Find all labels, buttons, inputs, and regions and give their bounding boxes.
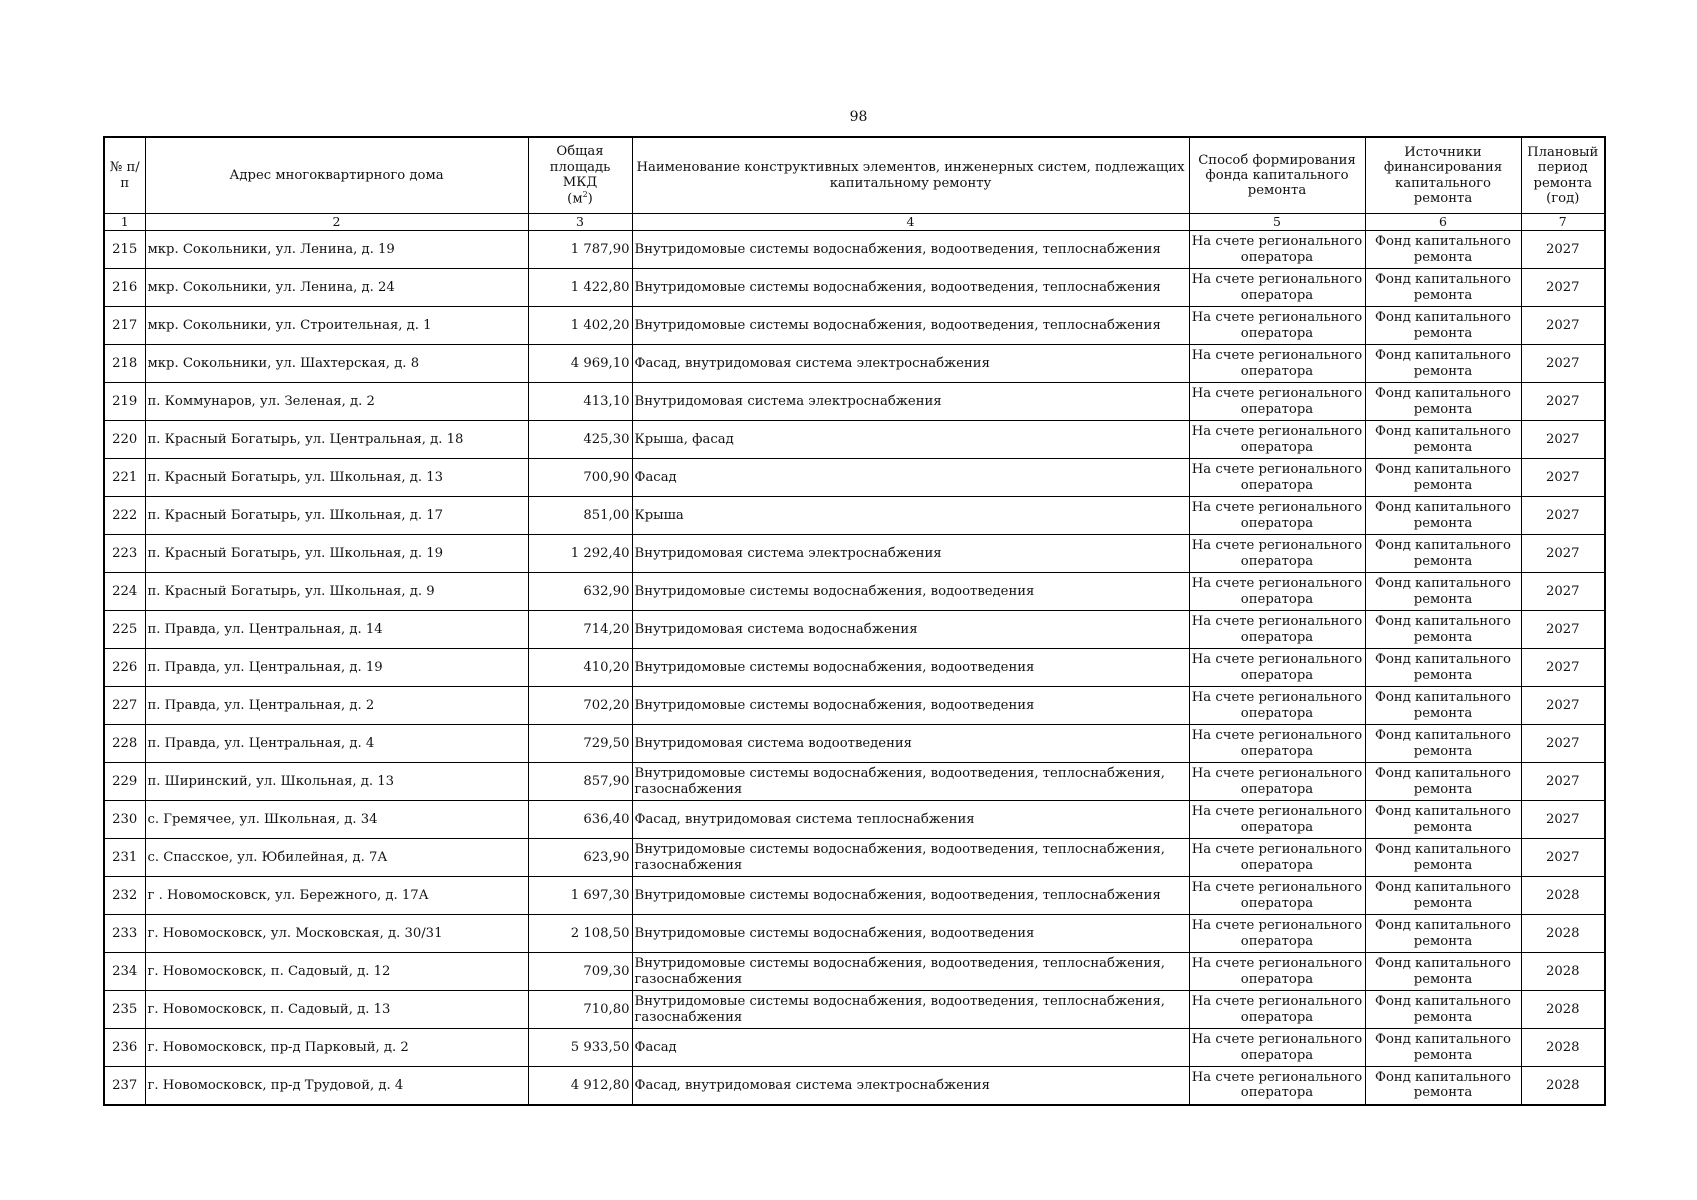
row-funding-method: На счете регионального оператора [1189,535,1365,573]
row-address: г. Новомосковск, ул. Московская, д. 30/31 [145,915,528,953]
row-number: 221 [104,459,145,497]
column-number: 7 [1521,214,1605,231]
table-row [104,649,1605,687]
row-funding-source: Фонд капитального ремонта [1365,839,1521,877]
row-number: 236 [104,1029,145,1067]
row-number: 215 [104,231,145,269]
row-area: 710,80 [528,991,632,1029]
row-number: 233 [104,915,145,953]
row-number: 231 [104,839,145,877]
row-number: 227 [104,687,145,725]
table-row [104,839,1605,877]
header-area-unit: (м [567,191,583,207]
row-number: 223 [104,535,145,573]
row-address: г. Новомосковск, п. Садовый, д. 13 [145,991,528,1029]
row-elements: Внутридомовые системы водоснабжения, водоотведения [632,687,1189,725]
row-address: г. Новомосковск, пр-д Трудовой, д. 4 [145,1067,528,1105]
row-elements: Внутридомовые системы водоснабжения, водоотведения [632,649,1189,687]
row-number: 218 [104,345,145,383]
row-number: 216 [104,269,145,307]
header-row [104,137,1605,214]
row-elements: Внутридомовые системы водоснабжения, водоотведения, теплоснабжения, газоснабжения [632,763,1189,801]
row-period: 2027 [1521,231,1605,269]
row-period: 2028 [1521,953,1605,991]
row-funding-method: На счете регионального оператора [1189,839,1365,877]
row-elements: Фасад [632,459,1189,497]
header-elements: Наименование конструктивных элементов, инженерных систем, подлежащих капитальному ремонту [632,137,1189,214]
row-area: 714,20 [528,611,632,649]
row-funding-source: Фонд капитального ремонта [1365,991,1521,1029]
row-funding-method: На счете регионального оператора [1189,345,1365,383]
row-funding-method: На счете регионального оператора [1189,991,1365,1029]
page-number: 98 [849,109,868,125]
table-body [104,231,1605,1105]
row-area: 1 292,40 [528,535,632,573]
row-area: 1 402,20 [528,307,632,345]
row-address: п. Красный Богатырь, ул. Школьная, д. 17 [145,497,528,535]
row-address: с. Спасское, ул. Юбилейная, д. 7А [145,839,528,877]
row-elements: Крыша, фасад [632,421,1189,459]
row-period: 2027 [1521,725,1605,763]
row-funding-source: Фонд капитального ремонта [1365,687,1521,725]
row-funding-method: На счете регионального оператора [1189,877,1365,915]
row-funding-source: Фонд капитального ремонта [1365,801,1521,839]
row-funding-method: На счете регионального оператора [1189,421,1365,459]
repair-registry-table [103,136,1606,1106]
column-number: 3 [528,214,632,231]
row-address: п. Ширинский, ул. Школьная, д. 13 [145,763,528,801]
row-period: 2027 [1521,421,1605,459]
header-period: Плановый период ремонта (год) [1521,137,1605,214]
row-period: 2027 [1521,383,1605,421]
row-period: 2028 [1521,915,1605,953]
row-number: 222 [104,497,145,535]
row-funding-source: Фонд капитального ремонта [1365,269,1521,307]
row-address: п. Правда, ул. Центральная, д. 14 [145,611,528,649]
row-elements: Внутридомовые системы водоснабжения, водоотведения, теплоснабжения [632,877,1189,915]
row-address: п. Красный Богатырь, ул. Школьная, д. 13 [145,459,528,497]
row-funding-source: Фонд капитального ремонта [1365,535,1521,573]
row-number: 219 [104,383,145,421]
row-period: 2027 [1521,459,1605,497]
column-number: 6 [1365,214,1521,231]
row-elements: Внутридомовые системы водоснабжения, водоотведения, теплоснабжения [632,269,1189,307]
row-area: 1 787,90 [528,231,632,269]
table-row [104,459,1605,497]
row-funding-source: Фонд капитального ремонта [1365,1029,1521,1067]
row-period: 2028 [1521,1067,1605,1105]
table-row [104,763,1605,801]
row-number: 220 [104,421,145,459]
header-method: Способ формирования фонда капитального ремонта [1189,137,1365,214]
row-period: 2027 [1521,611,1605,649]
row-funding-method: На счете регионального оператора [1189,801,1365,839]
table-row [104,421,1605,459]
row-area: 1 697,30 [528,877,632,915]
row-funding-method: На счете регионального оператора [1189,459,1365,497]
row-funding-source: Фонд капитального ремонта [1365,763,1521,801]
row-elements: Внутридомовая система электроснабжения [632,535,1189,573]
row-area: 857,90 [528,763,632,801]
row-number: 228 [104,725,145,763]
row-funding-method: На счете регионального оператора [1189,1067,1365,1105]
row-address: п. Правда, ул. Центральная, д. 19 [145,649,528,687]
row-address: мкр. Сокольники, ул. Ленина, д. 24 [145,269,528,307]
row-period: 2027 [1521,269,1605,307]
row-elements: Внутридомовые системы водоснабжения, водоотведения, теплоснабжения [632,307,1189,345]
column-number: 2 [145,214,528,231]
row-number: 234 [104,953,145,991]
row-area: 729,50 [528,725,632,763]
row-funding-source: Фонд капитального ремонта [1365,307,1521,345]
row-funding-method: На счете регионального оператора [1189,687,1365,725]
table-row [104,307,1605,345]
row-funding-source: Фонд капитального ремонта [1365,953,1521,991]
row-funding-method: На счете регионального оператора [1189,611,1365,649]
row-address: мкр. Сокольники, ул. Строительная, д. 1 [145,307,528,345]
table-row [104,915,1605,953]
row-period: 2027 [1521,649,1605,687]
header-source: Источники финансирования капитального ремонта [1365,137,1521,214]
table-row [104,801,1605,839]
header-area [528,137,632,214]
row-funding-method: На счете регионального оператора [1189,915,1365,953]
column-number: 5 [1189,214,1365,231]
row-period: 2028 [1521,991,1605,1029]
row-elements: Фасад, внутридомовая система теплоснабжения [632,801,1189,839]
row-number: 237 [104,1067,145,1105]
row-elements: Крыша [632,497,1189,535]
row-area: 425,30 [528,421,632,459]
row-address: с. Гремячее, ул. Школьная, д. 34 [145,801,528,839]
row-address: п. Красный Богатырь, ул. Школьная, д. 9 [145,573,528,611]
row-address: мкр. Сокольники, ул. Ленина, д. 19 [145,231,528,269]
row-funding-source: Фонд капитального ремонта [1365,421,1521,459]
header-address: Адрес многоквартирного дома [145,137,528,214]
row-funding-method: На счете регионального оператора [1189,953,1365,991]
row-funding-method: На счете регионального оператора [1189,725,1365,763]
row-number: 217 [104,307,145,345]
row-area: 636,40 [528,801,632,839]
row-address: г. Новомосковск, пр-д Парковый, д. 2 [145,1029,528,1067]
row-area: 709,30 [528,953,632,991]
row-elements: Внутридомовая система водоснабжения [632,611,1189,649]
row-area: 413,10 [528,383,632,421]
row-funding-method: На счете регионального оператора [1189,573,1365,611]
row-period: 2027 [1521,763,1605,801]
row-area: 851,00 [528,497,632,535]
row-period: 2027 [1521,687,1605,725]
row-elements: Внутридомовые системы водоснабжения, водоотведения, теплоснабжения, газоснабжения [632,839,1189,877]
row-funding-source: Фонд капитального ремонта [1365,915,1521,953]
row-funding-method: На счете регионального оператора [1189,763,1365,801]
row-number: 235 [104,991,145,1029]
column-number: 1 [104,214,145,231]
table-row [104,497,1605,535]
row-funding-source: Фонд капитального ремонта [1365,497,1521,535]
row-funding-method: На счете регионального оператора [1189,231,1365,269]
row-address: г. Новомосковск, п. Садовый, д. 12 [145,953,528,991]
row-funding-method: На счете регионального оператора [1189,383,1365,421]
row-area: 632,90 [528,573,632,611]
row-funding-source: Фонд капитального ремонта [1365,649,1521,687]
table-row [104,687,1605,725]
table-header [104,137,1605,231]
table-row [104,383,1605,421]
table-row [104,1067,1605,1105]
row-period: 2027 [1521,573,1605,611]
row-period: 2027 [1521,801,1605,839]
row-elements: Внутридомовые системы водоснабжения, водоотведения, теплоснабжения, газоснабжения [632,991,1189,1029]
row-elements: Фасад, внутридомовая система электроснабжения [632,1067,1189,1105]
row-area: 1 422,80 [528,269,632,307]
row-funding-method: На счете регионального оператора [1189,269,1365,307]
row-period: 2028 [1521,877,1605,915]
table-row [104,231,1605,269]
row-area: 410,20 [528,649,632,687]
row-funding-source: Фонд капитального ремонта [1365,1067,1521,1105]
column-number-row [104,214,1605,231]
header-area-label: Общая площадь МКД [549,144,611,190]
row-funding-source: Фонд капитального ремонта [1365,345,1521,383]
table-row [104,269,1605,307]
row-number: 230 [104,801,145,839]
row-number: 224 [104,573,145,611]
row-period: 2027 [1521,839,1605,877]
row-period: 2027 [1521,307,1605,345]
table-row [104,725,1605,763]
row-funding-method: На счете регионального оператора [1189,307,1365,345]
row-period: 2027 [1521,345,1605,383]
row-funding-source: Фонд капитального ремонта [1365,383,1521,421]
row-funding-source: Фонд капитального ремонта [1365,877,1521,915]
table-row [104,991,1605,1029]
row-address: п. Правда, ул. Центральная, д. 4 [145,725,528,763]
header-num: № п/п [104,137,145,214]
row-funding-source: Фонд капитального ремонта [1365,573,1521,611]
row-funding-source: Фонд капитального ремонта [1365,725,1521,763]
row-address: п. Коммунаров, ул. Зеленая, д. 2 [145,383,528,421]
row-funding-method: На счете регионального оператора [1189,497,1365,535]
row-elements: Внутридомовые системы водоснабжения, водоотведения, теплоснабжения [632,231,1189,269]
row-area: 4 969,10 [528,345,632,383]
row-area: 702,20 [528,687,632,725]
header-area-unit-close: ) [587,191,593,207]
row-address: п. Красный Богатырь, ул. Центральная, д. 18 [145,421,528,459]
row-number: 229 [104,763,145,801]
table-row [104,573,1605,611]
row-funding-source: Фонд капитального ремонта [1365,611,1521,649]
row-elements: Внутридомовая система электроснабжения [632,383,1189,421]
row-period: 2027 [1521,497,1605,535]
row-elements: Внутридомовая система водоотведения [632,725,1189,763]
column-number: 4 [632,214,1189,231]
table-row [104,345,1605,383]
row-address: п. Правда, ул. Центральная, д. 2 [145,687,528,725]
row-elements: Внутридомовые системы водоснабжения, водоотведения, теплоснабжения, газоснабжения [632,953,1189,991]
row-address: п. Красный Богатырь, ул. Школьная, д. 19 [145,535,528,573]
row-area: 700,90 [528,459,632,497]
row-address: г . Новомосковск, ул. Бережного, д. 17А [145,877,528,915]
row-funding-source: Фонд капитального ремонта [1365,459,1521,497]
row-funding-method: На счете регионального оператора [1189,1029,1365,1067]
row-number: 225 [104,611,145,649]
table-row [104,535,1605,573]
header-area-unit-sup: 2 [582,189,588,199]
row-area: 2 108,50 [528,915,632,953]
row-elements: Внутридомовые системы водоснабжения, водоотведения [632,915,1189,953]
row-area: 4 912,80 [528,1067,632,1105]
row-elements: Фасад [632,1029,1189,1067]
row-area: 623,90 [528,839,632,877]
row-number: 232 [104,877,145,915]
row-funding-source: Фонд капитального ремонта [1365,231,1521,269]
row-elements: Фасад, внутридомовая система электроснабжения [632,345,1189,383]
row-address: мкр. Сокольники, ул. Шахтерская, д. 8 [145,345,528,383]
table-row [104,953,1605,991]
row-area: 5 933,50 [528,1029,632,1067]
table-row [104,877,1605,915]
row-funding-method: На счете регионального оператора [1189,649,1365,687]
table-row [104,1029,1605,1067]
row-period: 2027 [1521,535,1605,573]
row-period: 2028 [1521,1029,1605,1067]
row-elements: Внутридомовые системы водоснабжения, водоотведения [632,573,1189,611]
row-number: 226 [104,649,145,687]
table-row [104,611,1605,649]
